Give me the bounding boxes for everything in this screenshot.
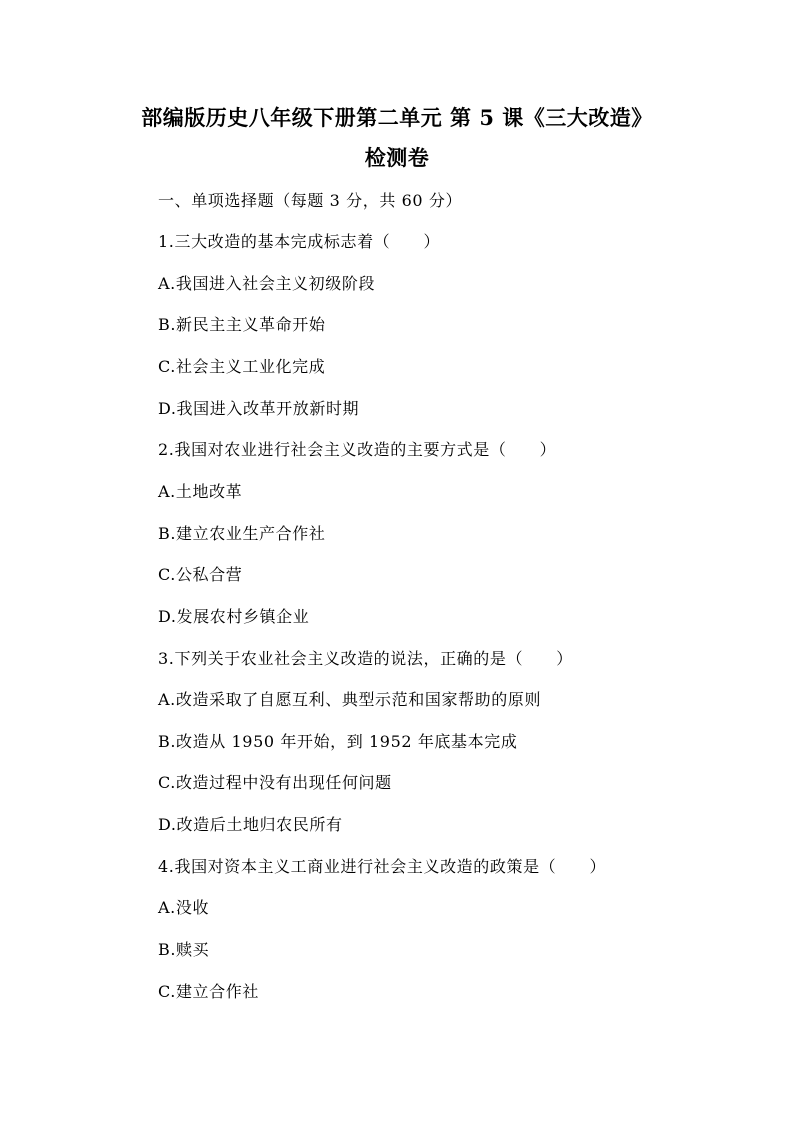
option-4c: C.建立合作社 — [158, 982, 259, 1001]
option-3c: C.改造过程中没有出现任何问题 — [158, 773, 392, 792]
option-2a: A.土地改革 — [158, 482, 243, 501]
option-1b: B.新民主主义革命开始 — [158, 315, 326, 334]
document-subtitle: 检测卷 — [364, 145, 430, 170]
option-3d: D.改造后土地归农民所有 — [158, 815, 343, 834]
option-4a: A.没收 — [158, 898, 210, 917]
option-1c: C.社会主义工业化完成 — [158, 357, 326, 376]
section-heading: 一、单项选择题（每题 3 分，共 60 分） — [158, 191, 463, 210]
option-2c: C.公私合营 — [158, 565, 243, 584]
option-3a: A.改造采取了自愿互利、典型示范和国家帮助的原则 — [158, 690, 542, 709]
question-2: 2.我国对农业进行社会主义改造的主要方式是（ ） — [158, 440, 557, 459]
question-3: 3.下列关于农业社会主义改造的说法，正确的是（ ） — [158, 649, 573, 668]
question-1: 1.三大改造的基本完成标志着（ ） — [158, 232, 441, 251]
question-4: 4.我国对资本主义工商业进行社会主义改造的政策是（ ） — [158, 857, 607, 876]
option-3b: B.改造从 1950 年开始，到 1952 年底基本完成 — [158, 732, 518, 751]
option-2b: B.建立农业生产合作社 — [158, 524, 326, 543]
option-1d: D.我国进入改革开放新时期 — [158, 399, 360, 418]
option-1a: A.我国进入社会主义初级阶段 — [158, 274, 376, 293]
option-2d: D.发展农村乡镇企业 — [158, 607, 310, 626]
option-4b: B.赎买 — [158, 940, 210, 959]
document-title: 部编版历史八年级下册第二单元 第 5 课《三大改造》 — [141, 105, 653, 130]
